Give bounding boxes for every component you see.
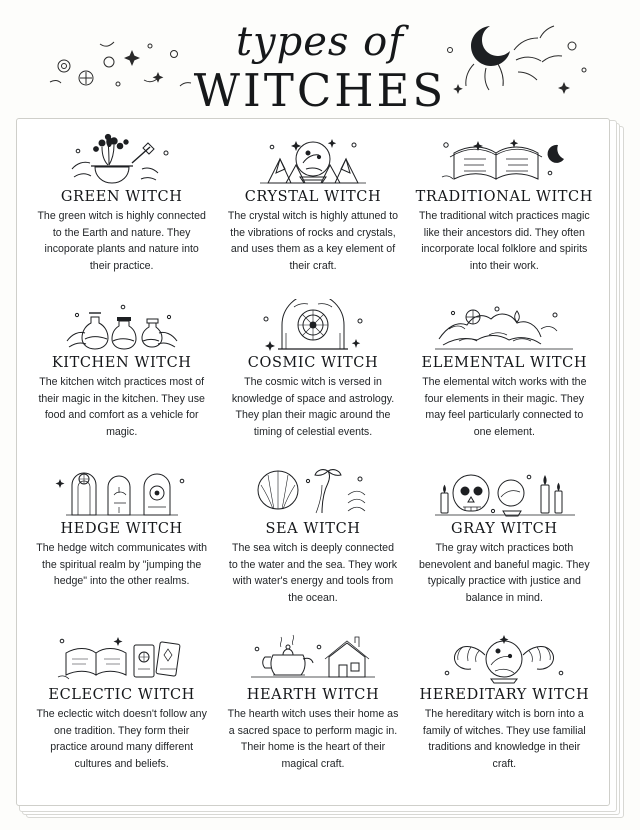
list-item	[220, 631, 405, 797]
card-title: GREEN WITCH	[60, 189, 183, 205]
card-description: The gray witch practices both benevolent and baneful magic. They typically practice with justice and balance in mind.	[419, 542, 590, 605]
card-title: HEREDITARY WITCH	[419, 687, 590, 703]
list-item	[412, 299, 597, 465]
card-description: The elemental witch works with the four elements in their magic. They may feel particularly connected to one element.	[422, 376, 587, 439]
list-item	[220, 299, 405, 465]
card-title: SEA WITCH	[265, 521, 361, 537]
list-item	[412, 465, 597, 631]
list-item	[220, 133, 405, 299]
card-title: HEDGE WITCH	[60, 521, 183, 537]
card-description: The sea witch is deeply connected to the water and the sea. They work with water's energy and tools from the ocean.	[228, 542, 398, 605]
book-tarot-cards-icon	[33, 631, 210, 685]
landscape-elements-icon	[416, 299, 593, 353]
celestial-flourish-left-icon	[46, 32, 196, 92]
witch-type-grid	[29, 133, 597, 797]
card-title: ECLECTIC WITCH	[48, 687, 195, 703]
card-title: CRYSTAL WITCH	[244, 189, 382, 205]
card-description: The hedge witch communicates with the spiritual realm by "jumping the hedge" into the other realms.	[36, 542, 208, 588]
card-description: The crystal witch is highly attuned to the vibrations of rocks and crystals, and uses them as a key element of their craft.	[227, 210, 399, 273]
celestial-flourish-right-icon	[444, 20, 594, 98]
poster-title-line-2: WITCHES	[193, 64, 447, 117]
list-item	[29, 631, 214, 797]
list-item	[412, 631, 597, 797]
card-title: GRAY WITCH	[451, 521, 558, 537]
list-item	[412, 133, 597, 299]
card-description: The kitchen witch practices most of their magic in the kitchen. They use food and comfort as a vehicle for magic.	[38, 376, 205, 439]
card-title: TRADITIONAL WITCH	[415, 189, 593, 205]
card-description: The hearth witch uses their home as a sacred space to perform magic in. Their home is the heart of their magical craft.	[227, 708, 399, 771]
open-book-moon-icon	[416, 133, 593, 187]
card-description: The traditional witch practices magic like their ancestors did. They often incorporate local folklore and spirits into their work.	[418, 210, 590, 273]
list-item	[29, 465, 214, 631]
card-description: The cosmic witch is versed in knowledge of space and astrology. They plan their magic around the timing of celestial events.	[231, 376, 395, 439]
list-item	[29, 133, 214, 299]
card-description: The hereditary witch is born into a family of witches. They use familial traditions and knowledge in their craft.	[422, 708, 586, 771]
seashell-whale-tail-icon	[224, 465, 401, 519]
poster-header	[0, 0, 640, 118]
teapot-house-icon	[224, 631, 401, 685]
card-title: KITCHEN WITCH	[51, 355, 192, 371]
zodiac-wheel-arch-icon	[224, 299, 401, 353]
card-stack	[16, 118, 624, 818]
hands-crystal-ball-icon	[416, 631, 593, 685]
list-item	[220, 465, 405, 631]
card-title: ELEMENTAL WITCH	[421, 355, 588, 371]
crystal-ball-mountains-icon	[224, 133, 401, 187]
card-description: The eclectic witch doesn't follow any one tradition. They form their practice around many different cultures and beliefs.	[36, 708, 207, 771]
list-item	[29, 299, 214, 465]
skull-candles-icon	[416, 465, 593, 519]
mortar-pestle-herbs-icon	[33, 133, 210, 187]
ouija-planchette-doors-icon	[33, 465, 210, 519]
card-title: HEARTH WITCH	[246, 687, 380, 703]
card-main	[16, 118, 610, 806]
card-description: The green witch is highly connected to the Earth and nature. They incoporate plants and nature into their practice.	[37, 210, 206, 273]
potion-bottles-icon	[33, 299, 210, 353]
poster-title-line-1: types of	[235, 19, 405, 65]
card-title: COSMIC WITCH	[247, 355, 379, 371]
